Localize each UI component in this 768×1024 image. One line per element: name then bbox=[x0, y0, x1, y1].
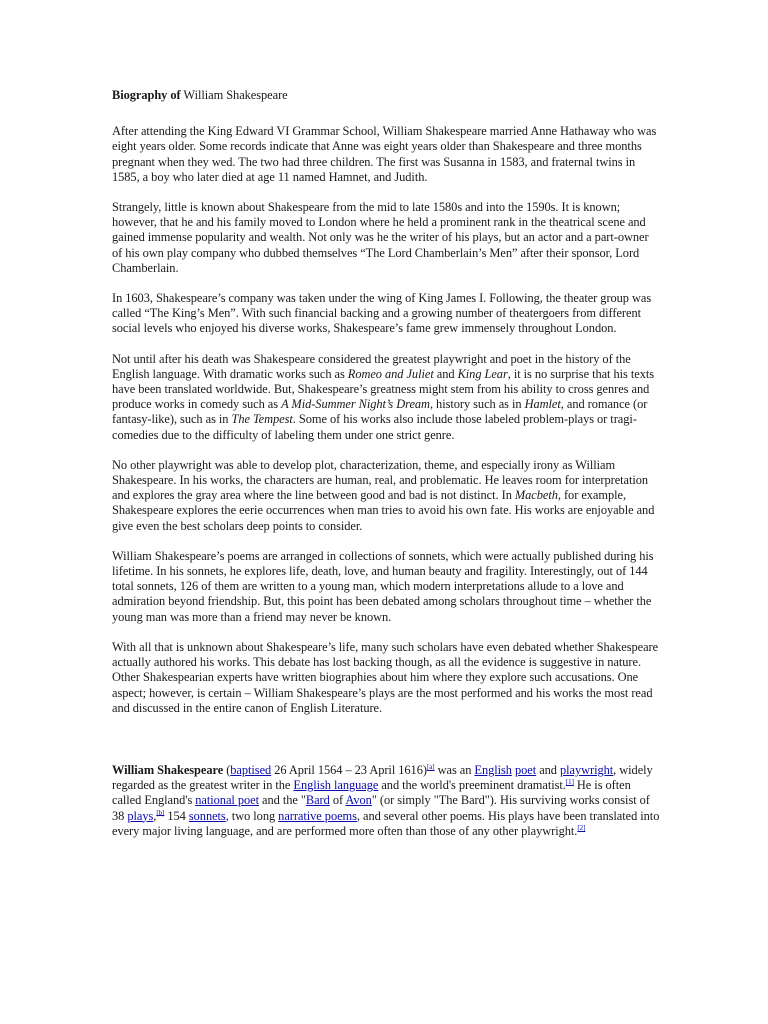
link-baptised[interactable]: baptised bbox=[230, 762, 272, 777]
link-ref-a[interactable]: [a] bbox=[426, 762, 435, 771]
paragraph-legacy: Not until after his death was Shakespeare considered the greatest playwright and poet in the history of the English language. With dramatic works such as Romeo and Juliet and King Lear, it is no surprise that his texts have been translated worldwide. But, Shakespeare’s greatness might stem from his ability to cross genres and produce works in comedy such as A Mid-Summer Night’s Dream, history such as in Hamlet, and romance (or fantasy-like), such as in The Tempest. Some of his works also include those labeled problem-plays or tragi-comedies due to the difficulty of labeling them under one strict genre. bbox=[112, 351, 655, 442]
document-title bbox=[112, 88, 660, 103]
link-english-language[interactable]: English language bbox=[293, 778, 379, 793]
link-plays[interactable]: plays bbox=[127, 808, 154, 823]
wiki-name: William Shakespeare bbox=[112, 762, 224, 777]
paragraph-kings-men: In 1603, Shakespeare’s company was taken under the wing of King James I. Following, the theater group was called “The King’s Men”. With such financial backing and a growing number of theatergoers from different social levels who enjoyed his diverse works, Shakespeare’s fame grew immensely throughout London. bbox=[112, 291, 652, 336]
link-bard[interactable]: Bard bbox=[305, 793, 330, 808]
link-ref-2[interactable]: [2] bbox=[577, 823, 586, 832]
paragraph-marriage: After attending the King Edward VI Grammar School, William Shakespeare married Anne Hathaway who was eight years older. Some records indicate that Anne was eight years older than Shakespeare and three months pregnant when they wed. The two had three children. The first was Susanna in 1583, and fraternal twins in 1585, a boy who later died at age 11 named Hamnet, and Judith. bbox=[112, 124, 657, 184]
link-english[interactable]: English bbox=[474, 762, 512, 777]
document-page bbox=[112, 88, 660, 854]
link-avon[interactable]: Avon bbox=[345, 793, 372, 808]
link-narrative-poems[interactable]: narrative poems bbox=[278, 808, 357, 823]
footnote-2 bbox=[577, 824, 585, 832]
link-sonnets[interactable]: sonnets bbox=[188, 808, 226, 823]
title-rest: William Shakespeare bbox=[180, 88, 288, 102]
link-ref-b[interactable]: [b] bbox=[156, 808, 165, 817]
link-playwright[interactable]: playwright bbox=[559, 762, 614, 777]
paragraph-london: Strangely, little is known about Shakespeare from the mid to late 1580s and into the 1590s. It is known; however, that he and his family moved to London where he held a prominent rank in the theatrical scene and gained immense popularity and wealth. Not only was he the writer of his plays, but an actor and a part-owner of his own play company who dubbed themselves “The Lord Chamberlain’s Men” after their sponsor, Lord Chamberlain. bbox=[112, 200, 649, 275]
footnote-1 bbox=[566, 778, 574, 786]
paragraph-irony: No other playwright was able to develop plot, characterization, theme, and especially irony as William Shakespeare. In his works, the characters are human, real, and problematic. He leaves room for interpretation and explores the gray area where the line between good and bad is not distinct. In Macbeth, for example, Shakespeare explores the eerie occurrences when man tries to avoid his own fate. His works are enjoyable and give even the best scholars deep points to consider. bbox=[112, 457, 655, 533]
link-poet[interactable]: poet bbox=[515, 762, 537, 777]
paragraph-authorship: With all that is unknown about Shakespeare’s life, many such scholars have even debated whether Shakespeare actually authored his works. This debate has lost backing though, as all the evidence is suggestive in nature. Other Shakespearian experts have written biographies about him where they explore such accusations. One aspect; however, is certain – William Shakespeare’s plays are the most performed and his works the most read and discussed in the entire canon of English Literature. bbox=[112, 639, 659, 715]
link-ref-1[interactable]: [1] bbox=[565, 777, 574, 786]
footnote-a bbox=[427, 763, 435, 771]
link-national-poet[interactable]: national poet bbox=[195, 793, 259, 808]
paragraph-wikipedia-intro: William Shakespeare (baptised 26 April 1564 – 23 April 1616)[a] was an English poet and playwright, widely regarded as the greatest writer in the English language and the world's preeminent dramatist.[1] He is often called England's national poet and the "Bard of Avon" (or simply "The Bard"). His surviving works consist of 38 plays,[b] 154 sonnets, two long narrative poems, and several other poems. His plays have been translated into every major living language, and are performed more often than those of any other playwright.[2] bbox=[112, 762, 660, 838]
title-bold: Biography of bbox=[112, 88, 181, 102]
paragraph-sonnets: William Shakespeare’s poems are arranged in collections of sonnets, which were actually published during his lifetime. In his sonnets, he explores life, death, love, and human beauty and fragility. Interestingly, out of 144 total sonnets, 126 of them are written to a young man, which modern interpretations allude to a love and admiration beyond friendship. But, this point has been debated among scholars throughout time – whether the young man was more than a friend may never be known. bbox=[112, 548, 654, 624]
